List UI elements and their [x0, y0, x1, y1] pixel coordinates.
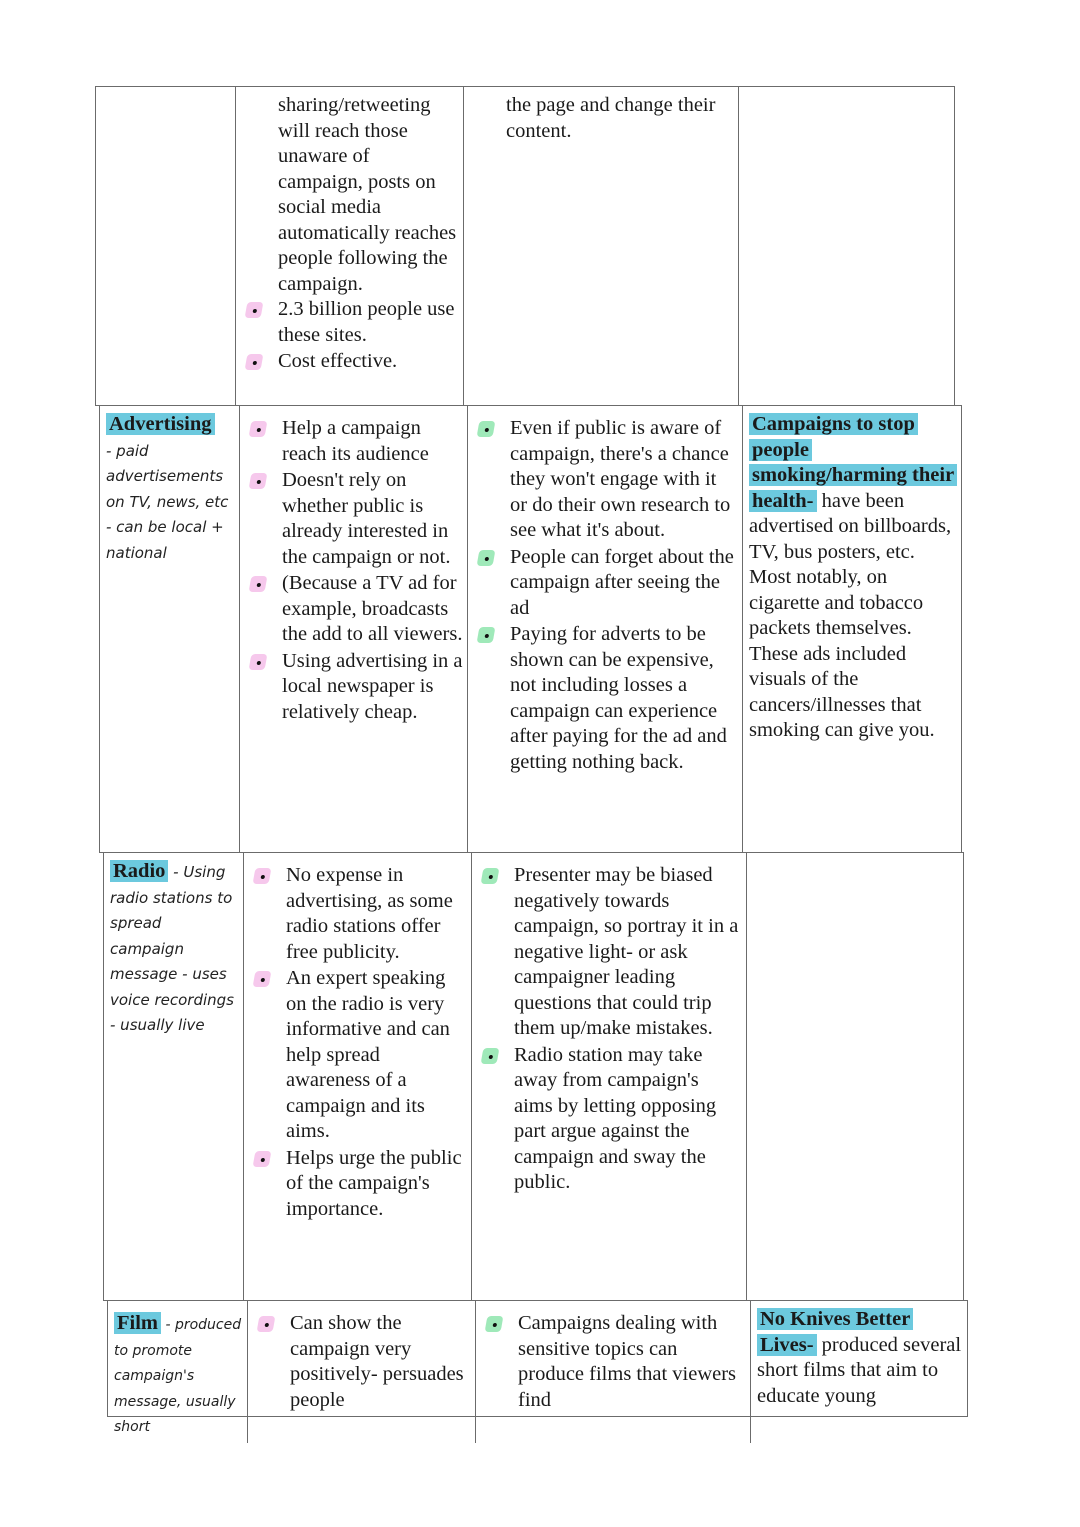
list-item: Even if public is aware of campaign, there's a chance they won't engage with it or do their own research to see what it's about. [474, 416, 738, 544]
list-item: Presenter may be biased negatively towards campaign, so portray it in a negative light- or ask campaigner leading questions that could trip them up/make mistakes. [478, 863, 742, 1042]
advantages-list [250, 863, 467, 1222]
list-item: Help a campaign reach its audience [246, 416, 463, 467]
list-item: Cost effective. [242, 349, 459, 375]
disadvantages-cell [476, 1301, 751, 1443]
green-bullet-icon [477, 421, 496, 437]
method-cell-radio [104, 853, 244, 1300]
green-bullet-icon [477, 550, 496, 566]
advantages-continued-text: sharing/retweeting will reach those unaware of campaign, posts on social media automatically reaches people following the campaign. [278, 94, 457, 295]
table-row-advertising [99, 405, 962, 853]
green-bullet-icon [481, 868, 500, 884]
method-label: Film [114, 1312, 161, 1334]
disadvantages-list [474, 416, 738, 775]
advantages-cell [236, 87, 464, 405]
pink-bullet-icon [245, 354, 264, 370]
list-item: An expert speaking on the radio is very informative and can help spread awareness of a campaign and its aims. [250, 966, 467, 1145]
method-cell-advertising [100, 406, 240, 852]
advantages-cell [244, 853, 472, 1300]
green-bullet-icon [477, 627, 496, 643]
method-label: Advertising [106, 413, 215, 435]
method-cell-empty [96, 87, 236, 405]
advantages-list [242, 297, 459, 375]
list-item: No expense in advertising, as some radio stations offer free publicity. [250, 863, 467, 965]
pink-bullet-icon [257, 1316, 276, 1332]
example-cell-empty [739, 87, 954, 405]
example-text: have been advertised on billboards, TV, bus posters, etc. Most notably, on cigarette and tobacco packets themselves. These ads included visuals of the cancers/illnesses that smoking can give you. [749, 489, 952, 741]
handwritten-note: - paid advertisements on TV, news, etc - can be local + national [106, 441, 229, 562]
list-item: Doesn't rely on whether public is already interested in the campaign or not. [246, 468, 463, 570]
pink-bullet-icon [253, 1151, 272, 1167]
disadvantages-cell [464, 87, 739, 405]
method-label: Radio [110, 860, 168, 882]
advantages-list [254, 1311, 471, 1413]
list-item: (Because a TV ad for example, broadcasts the add to all viewers. [246, 571, 463, 648]
example-text: produced several short films that aim to educate young [757, 1333, 962, 1407]
pink-bullet-icon [245, 302, 264, 318]
disadvantages-cell [468, 406, 743, 852]
list-item: Paying for adverts to be shown can be expensive, not including losses a campaign can experience after paying for the ad and getting nothing back. [474, 622, 738, 775]
list-item: Campaigns dealing with sensitive topics can produce films that viewers find [482, 1311, 746, 1413]
green-bullet-icon [485, 1316, 504, 1332]
disadvantages-continued-text: the page and change their content. [506, 94, 716, 142]
advantages-cell [240, 406, 468, 852]
advantages-cell [248, 1301, 476, 1443]
pink-bullet-icon [249, 576, 268, 592]
table-row-social-media-continued [95, 86, 955, 406]
list-item: Radio station may take away from campaign's aims by letting opposing part argue against the campaign and sway the public. [478, 1043, 742, 1196]
example-cell-advertising [743, 406, 961, 852]
list-item: Using advertising in a local newspaper is relatively cheap. [246, 649, 463, 726]
pink-bullet-icon [249, 654, 268, 670]
example-cell-empty [747, 853, 963, 1300]
example-highlight: No Knives Better Lives- [757, 1308, 913, 1356]
handwritten-note: - produced to promote campaign's message, usually short [114, 1317, 242, 1435]
example-cell-film [751, 1301, 967, 1443]
advantages-list [246, 416, 463, 725]
green-bullet-icon [481, 1048, 500, 1064]
method-cell-film [108, 1301, 248, 1443]
list-item: People can forget about the campaign after seeing the ad [474, 545, 738, 622]
pink-bullet-icon [249, 473, 268, 489]
pink-bullet-icon [253, 868, 272, 884]
list-item: 2.3 billion people use these sites. [242, 297, 459, 348]
table-row-film [107, 1300, 968, 1435]
list-item: Can show the campaign very positively- persuades people [254, 1311, 471, 1413]
list-item: Helps urge the public of the campaign's importance. [250, 1146, 467, 1223]
disadvantages-cell [472, 853, 747, 1300]
disadvantages-list [478, 863, 742, 1196]
example-highlight: Campaigns to stop people smoking/harming their health- [749, 413, 957, 512]
table-row-radio [103, 852, 964, 1301]
pink-bullet-icon [253, 971, 272, 987]
handwritten-note: - Using radio stations to spread campaign message - uses voice recordings - usually live [110, 863, 234, 1034]
pink-bullet-icon [249, 421, 268, 437]
disadvantages-list [482, 1311, 746, 1413]
